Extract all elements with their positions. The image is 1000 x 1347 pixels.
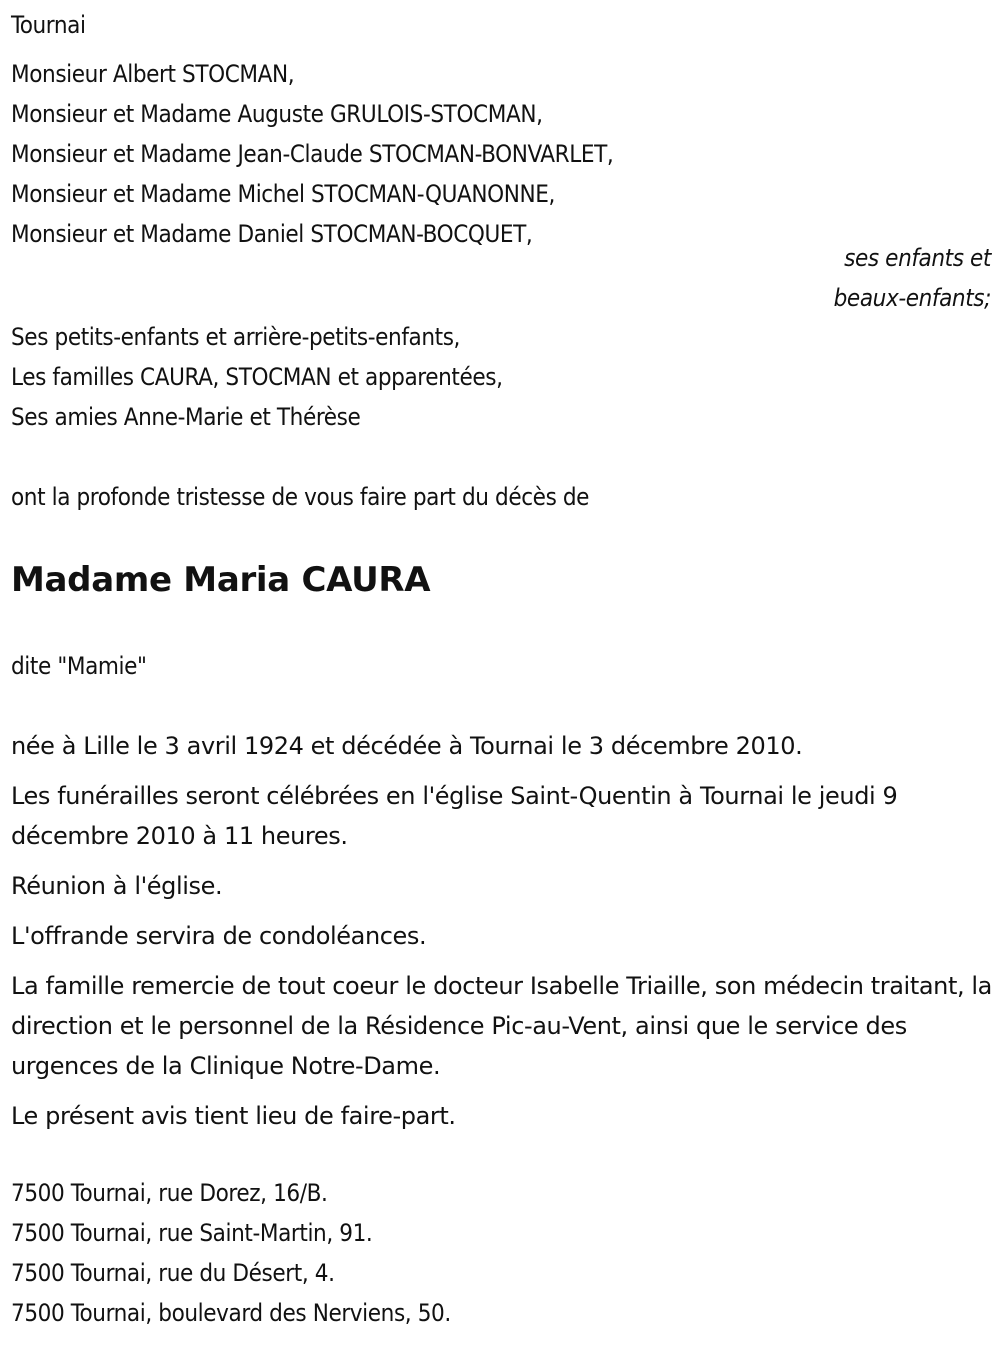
- address-line: 7500 Tournai, rue Dorez, 16/B.: [11, 1179, 328, 1207]
- other-relatives-list: [11, 317, 503, 437]
- family-line: Monsieur et Madame Jean-Claude STOCMAN-BONVARLET,: [11, 140, 614, 168]
- funeral-info: Les funérailles seront célébrées en l'église Saint-Quentin à Tournai le jeudi 9 décembre 2010 à 11 heures.: [11, 782, 898, 850]
- relation-line: beaux-enfants;: [833, 284, 991, 312]
- relation-line: ses enfants et: [844, 244, 991, 272]
- relative-line: Les familles CAURA, STOCMAN et apparentées,: [11, 363, 503, 391]
- funeral-details: [11, 726, 996, 1146]
- city-heading: Tournai: [11, 11, 86, 39]
- address-line: 7500 Tournai, rue du Désert, 4.: [11, 1259, 335, 1287]
- address-line: 7500 Tournai, rue Saint-Martin, 91.: [11, 1219, 373, 1247]
- address-line: 7500 Tournai, boulevard des Nerviens, 50.: [11, 1299, 451, 1327]
- gathering-info: Réunion à l'église.: [11, 872, 223, 900]
- deceased-name: Madame Maria CAURA: [11, 560, 431, 600]
- family-line: Monsieur et Madame Michel STOCMAN-QUANONNE,: [11, 180, 555, 208]
- children-list: [11, 54, 613, 254]
- address-list: [11, 1173, 451, 1333]
- offering-info: L'offrande servira de condoléances.: [11, 922, 427, 950]
- relative-line: Ses amies Anne-Marie et Thérèse: [11, 403, 361, 431]
- relative-line: Ses petits-enfants et arrière-petits-enfants,: [11, 323, 461, 351]
- acknowledgements: La famille remercie de tout coeur le docteur Isabelle Triaille, son médecin traitant, la direction et le personnel de la Résidence Pic-au-Vent, ainsi que le service des urgences de la Clinique Notre-Dame.: [11, 972, 992, 1080]
- family-line: Monsieur et Madame Auguste GRULOIS-STOCMAN,: [11, 100, 543, 128]
- announcement-intro: ont la profonde tristesse de vous faire part du décès de: [11, 483, 590, 511]
- family-line: Monsieur et Madame Daniel STOCMAN-BOCQUET,: [11, 220, 533, 248]
- birth-death-info: née à Lille le 3 avril 1924 et décédée à Tournai le 3 décembre 2010.: [11, 732, 803, 760]
- deceased-nickname: dite "Mamie": [11, 652, 147, 680]
- relation-label: [834, 238, 991, 318]
- family-line: Monsieur Albert STOCMAN,: [11, 60, 295, 88]
- notice-statement: Le présent avis tient lieu de faire-part.: [11, 1102, 456, 1130]
